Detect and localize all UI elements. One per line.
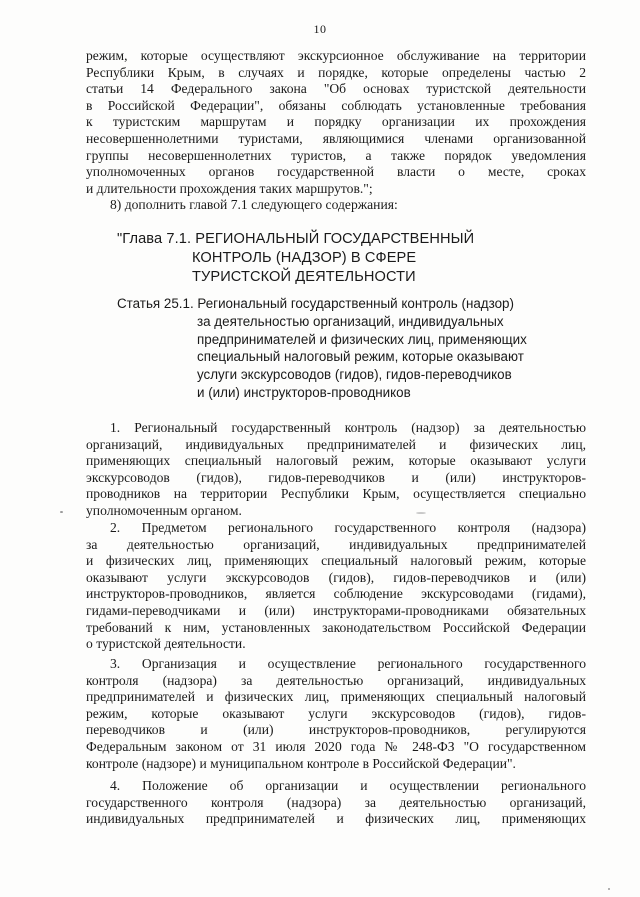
article-heading-line: предпринимателей и физических лиц, применяющих bbox=[197, 331, 527, 347]
text-line: уполномоченных органов государственной власти о месте, сроках bbox=[86, 164, 586, 180]
text-line: несовершеннолетними туристами, являющимися членами организованной bbox=[86, 130, 586, 146]
text-line: предпринимателей и физических лиц, применяющих специальный налоговый bbox=[86, 689, 586, 705]
text-line: контроле (надзоре) и муниципальном контроле в Российской Федерации". bbox=[86, 755, 516, 771]
text-line: к туристским маршрутам и порядку организации их прохождения bbox=[86, 114, 586, 130]
scan-speck bbox=[608, 888, 610, 890]
article-heading bbox=[117, 295, 527, 402]
article-heading-line: Статья 25.1. Региональный государственный контроль (надзор) bbox=[117, 296, 514, 311]
text-line: Федеральным законом от 31 июля 2020 года № 248-ФЗ "О государственном bbox=[86, 738, 586, 754]
text-line: за деятельностью организаций, индивидуальных предпринимателей bbox=[86, 536, 586, 552]
article-heading-line: услуги экскурсоводов (гидов), гидов-переводчиков bbox=[197, 367, 512, 383]
text-line: организаций, индивидуальных предпринимателей и физических лиц, bbox=[86, 436, 586, 452]
text-line: требований к ним, установленных законодательством Российской Федерации bbox=[86, 619, 586, 635]
intro-paragraph bbox=[86, 48, 586, 214]
article-heading-line: специальный налоговый режим, которые оказывают bbox=[197, 349, 524, 365]
text-line: режим, которые оказывают услуги экскурсоводов (гидов), гидов- bbox=[86, 705, 586, 721]
text-line: и физических лиц, применяющих специальный налоговый режим, которые bbox=[86, 553, 586, 569]
text-line: в Российской Федерации", обязаны соблюдать установленные требования bbox=[86, 97, 586, 113]
text-line: статьи 14 Федерального закона "Об основах туристской деятельности bbox=[86, 81, 586, 97]
text-line: проводников на территории Республики Крым, осуществляется специально bbox=[86, 486, 586, 502]
chapter-heading-line: "Глава 7.1. РЕГИОНАЛЬНЫЙ ГОСУДАРСТВЕННЫЙ bbox=[117, 231, 475, 247]
text-line: индивидуальных предпринимателей и физических лиц, применяющих bbox=[86, 811, 586, 827]
text-line: экскурсоводов (гидов), гидов-переводчиков и (или) инструкторов- bbox=[86, 469, 586, 485]
paragraph-4 bbox=[86, 778, 586, 828]
page-number: 10 bbox=[313, 22, 327, 36]
article-heading-line: и (или) инструкторов-проводников bbox=[197, 384, 411, 400]
paragraph-3 bbox=[86, 656, 586, 772]
text-line: режим, которые осуществляют экскурсионное обслуживание на территории bbox=[86, 48, 586, 63]
text-line: 3. Организация и осуществление регионального государственного bbox=[110, 656, 586, 671]
text-line: уполномоченным органом. bbox=[86, 502, 242, 518]
text-line: оказывают услуги экскурсоводов (гидов), гидов-переводчиков и (или) bbox=[86, 569, 586, 585]
text-line: гидами-переводчиками и (или) инструкторами-проводниками обязательных bbox=[86, 602, 586, 618]
article-heading-line: за деятельностью организаций, индивидуальных bbox=[197, 313, 504, 329]
chapter-heading-line: КОНТРОЛЬ (НАДЗОР) В СФЕРЕ bbox=[192, 250, 417, 266]
chapter-heading-line: ТУРИСТСКОЙ ДЕЯТЕЛЬНОСТИ bbox=[192, 269, 416, 285]
text-line: переводчиков и (или) инструкторов-проводников, регулируются bbox=[86, 722, 586, 738]
chapter-heading bbox=[117, 230, 474, 287]
text-line: и длительности прохождения таких маршрутов."; bbox=[86, 180, 373, 196]
text-line: инструкторов-проводников, является соблюдение экскурсоводами (гидами), bbox=[86, 586, 586, 602]
text-line: 2. Предметом регионального государственного контроля (надзора) bbox=[110, 520, 586, 535]
text-line: государственного контроля (надзора) за деятельностью организаций, bbox=[86, 794, 586, 810]
text-line: о туристской деятельности. bbox=[86, 636, 246, 652]
text-line: применяющих специальный налоговый режим, которые оказывают услуги bbox=[86, 453, 586, 469]
text-line: 4. Положение об организации и осуществлении регионального bbox=[110, 778, 586, 793]
item-8-text: 8) дополнить главой 7.1 следующего содержания: bbox=[110, 197, 398, 213]
scan-speck bbox=[416, 512, 426, 514]
paragraph-2 bbox=[86, 520, 586, 653]
text-line: группы несовершеннолетних туристов, а также порядок уведомления bbox=[86, 147, 586, 163]
scan-speck bbox=[60, 511, 63, 513]
text-line: 1. Региональный государственный контроль (надзор) за деятельностью bbox=[110, 420, 586, 435]
paragraph-1 bbox=[86, 420, 586, 520]
text-line: Республики Крым, в случаях и порядке, которые определены частью 2 bbox=[86, 64, 586, 80]
text-line: контроля (надзора) за деятельностью организаций, индивидуальных bbox=[86, 672, 586, 688]
